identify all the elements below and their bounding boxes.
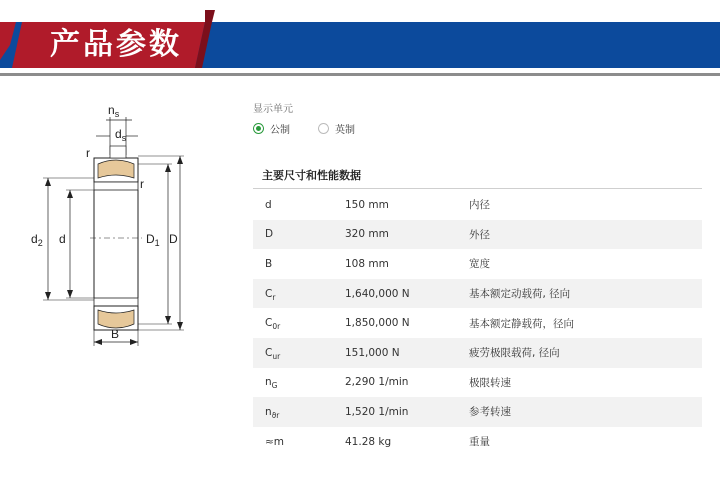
row-symbol: B (265, 257, 273, 270)
label-r-side: r (140, 177, 144, 191)
row-description: 极限转速 (469, 376, 511, 389)
row-symbol: $C_r$ (265, 287, 276, 302)
page-title: 产品参数 (50, 27, 182, 62)
label-D1: $D_1$ (146, 232, 160, 248)
table-row (253, 397, 702, 427)
row-symbol: $C_{ur}$ (265, 346, 281, 361)
row-value: 1,640,000 N (345, 287, 410, 300)
row-value: 41.28 kg (345, 435, 392, 448)
row-value: 108 mm (345, 257, 389, 270)
row-description: 外径 (469, 228, 490, 241)
label-ds: $d_s$ (115, 127, 127, 143)
roller-bottom (98, 310, 134, 328)
row-description: 基本额定动载荷, 径向 (469, 288, 571, 301)
row-description: 参考转速 (469, 406, 511, 419)
row-symbol: $n_G$ (265, 376, 278, 391)
label-d2: $d_2$ (31, 232, 43, 248)
row-description: 宽度 (469, 258, 490, 271)
table-row (253, 279, 702, 309)
row-value: 151,000 N (345, 346, 400, 359)
bearing-drawing (28, 100, 228, 350)
radio-metric[interactable] (253, 123, 264, 134)
table-row (253, 308, 702, 338)
table-row (253, 427, 702, 457)
row-value: 1,850,000 N (345, 317, 410, 330)
unit-option-imperial[interactable] (318, 121, 355, 136)
section-title: 主要尺寸和性能数据 (262, 169, 361, 182)
row-value: 1,520 1/min (345, 405, 409, 418)
label-ns: $n_s$ (108, 103, 120, 119)
row-symbol: $n_{ϑr}$ (265, 405, 280, 420)
row-value: 2,290 1/min (345, 376, 409, 389)
row-symbol: ≈m (265, 435, 285, 448)
label-D: D (169, 232, 178, 246)
row-description: 重量 (469, 436, 490, 449)
table-row (253, 368, 702, 398)
row-description: 基本额定静载荷，径向 (469, 317, 574, 330)
header-banner (0, 0, 720, 76)
row-description: 内径 (469, 199, 490, 212)
table-row (253, 190, 702, 220)
label-r-top: r (86, 146, 90, 160)
row-description: 疲劳极限载荷, 径向 (469, 347, 560, 360)
units-label: 显示单元 (253, 104, 293, 115)
row-value: 320 mm (345, 228, 389, 241)
table-row (253, 338, 702, 368)
row-symbol: D (265, 228, 274, 241)
table-row (253, 220, 702, 250)
roller-top (98, 160, 134, 178)
radio-imperial[interactable] (318, 123, 329, 134)
section-divider (253, 188, 702, 189)
row-value: 150 mm (345, 198, 389, 211)
label-d: d (59, 232, 66, 246)
unit-option-imperial-label: 英制 (335, 125, 355, 136)
label-B: B (111, 327, 120, 341)
unit-option-metric[interactable] (253, 121, 290, 136)
unit-option-metric-label: 公制 (270, 125, 290, 136)
row-symbol: d (265, 198, 272, 211)
row-symbol: $C_{0r}$ (265, 317, 281, 332)
specs-table (253, 190, 702, 456)
table-row (253, 249, 702, 279)
